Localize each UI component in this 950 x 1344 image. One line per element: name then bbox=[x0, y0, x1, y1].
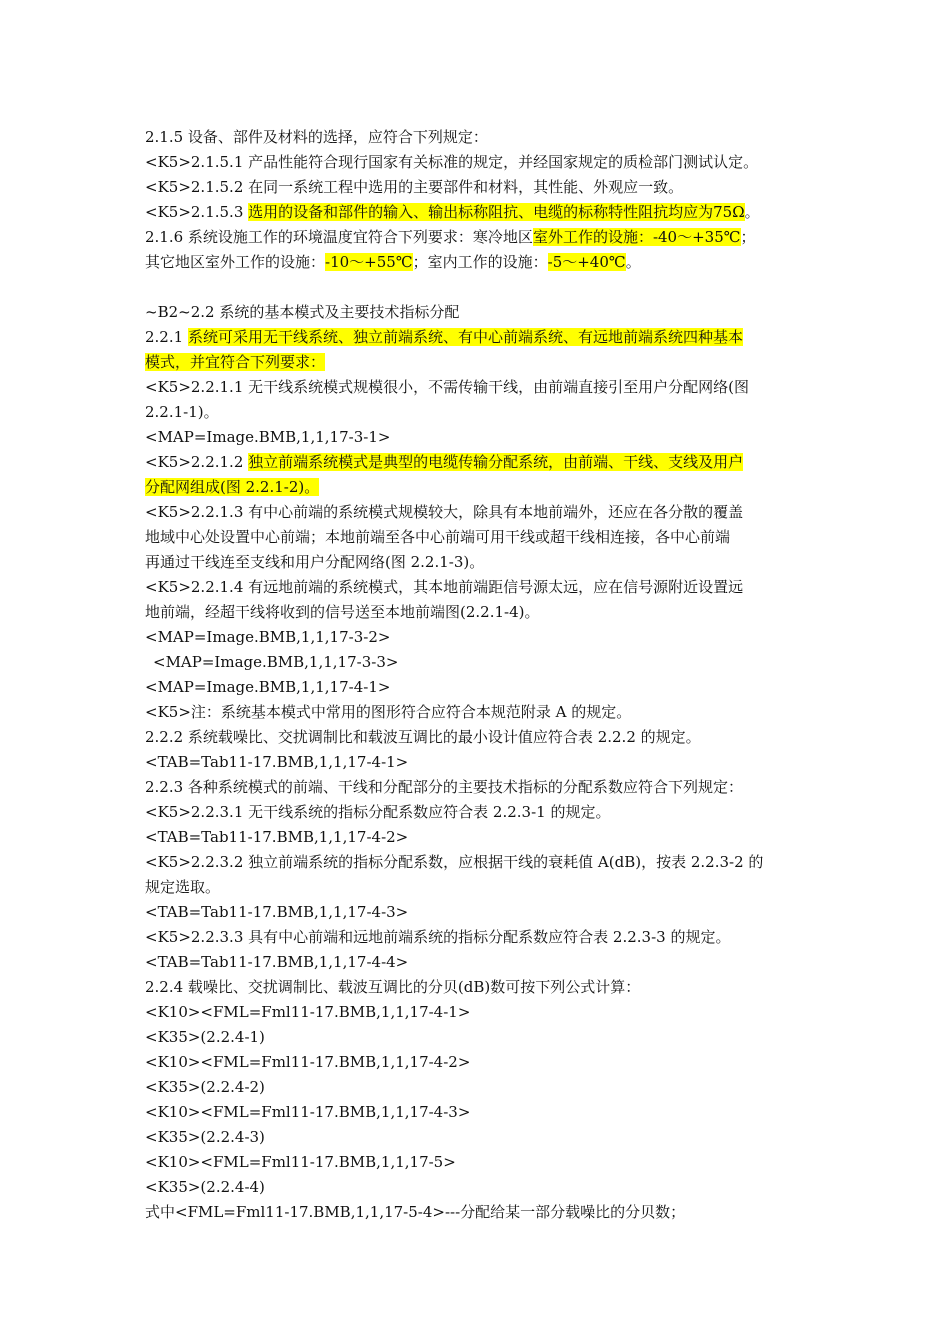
text-line bbox=[145, 1025, 810, 1050]
text-run: <K5>2.2.1.2 bbox=[145, 453, 249, 471]
highlighted-text: 模式，并宜符合下列要求： bbox=[145, 353, 326, 371]
text-line bbox=[145, 575, 810, 600]
text-run: <K35>(2.2.4-4) bbox=[145, 1178, 265, 1196]
text-line bbox=[145, 325, 810, 350]
text-run: ；室内工作的设施： bbox=[412, 253, 548, 271]
text-line bbox=[145, 250, 810, 275]
text-run: 2.2.3 各种系统模式的前端、干线和分配部分的主要技术指标的分配系数应符合下列规定： bbox=[145, 778, 743, 796]
text-line bbox=[145, 900, 810, 925]
text-run: <K5>注：系统基本模式中常用的图形符合应符合本规范附录 A 的规定。 bbox=[145, 703, 632, 721]
text-line bbox=[145, 675, 810, 700]
text-run: <K5>2.2.1.1 无干线系统模式规模很小，不需传输干线，由前端直接引至用户分配网络(图 bbox=[145, 378, 749, 396]
highlighted-text: -10～+55℃ bbox=[325, 253, 413, 271]
text-run: <K10><FML=Fml11-17.BMB,1,1,17-4-2> bbox=[145, 1053, 471, 1071]
text-run: 。 bbox=[625, 253, 641, 271]
text-run: <K35>(2.2.4-3) bbox=[145, 1128, 265, 1146]
text-line bbox=[145, 700, 810, 725]
text-run: <K10><FML=Fml11-17.BMB,1,1,17-5> bbox=[145, 1153, 456, 1171]
text-line bbox=[145, 725, 810, 750]
text-run: <K5>2.2.3.1 无干线系统的指标分配系数应符合表 2.2.3-1 的规定。 bbox=[145, 803, 611, 821]
text-run: <K10><FML=Fml11-17.BMB,1,1,17-4-3> bbox=[145, 1103, 471, 1121]
text-line bbox=[145, 375, 810, 400]
text-line bbox=[145, 425, 810, 450]
text-run: <TAB=Tab11-17.BMB,1,1,17-4-3> bbox=[145, 903, 409, 921]
text-line bbox=[145, 625, 810, 650]
text-line bbox=[145, 300, 810, 325]
text-line bbox=[145, 125, 810, 150]
highlighted-text: -5～+40℃ bbox=[547, 253, 626, 271]
text-line bbox=[145, 475, 810, 500]
text-line bbox=[145, 850, 810, 875]
text-line bbox=[145, 875, 810, 900]
text-run: 其它地区室外工作的设施： bbox=[145, 253, 326, 271]
text-run: 2.1.6 系统设施工作的环境温度宜符合下列要求：寒冷地区 bbox=[145, 228, 533, 246]
text-line bbox=[145, 400, 810, 425]
text-run: <MAP=Image.BMB,1,1,17-3-1> bbox=[145, 428, 391, 446]
highlighted-text: 系统可采用无干线系统、独立前端系统、有中心前端系统、有远地前端系统四种基本 bbox=[187, 328, 743, 346]
text-line bbox=[145, 600, 810, 625]
text-line bbox=[145, 825, 810, 850]
highlighted-text: 独立前端系统模式是典型的电缆传输分配系统，由前端、干线、支线及用户 bbox=[248, 453, 744, 471]
text-run: 地前端，经超干线将收到的信号送至本地前端图(2.2.1-4)。 bbox=[145, 603, 540, 621]
text-run: 2.2.4 载噪比、交扰调制比、载波互调比的分贝(dB)数可按下列公式计算： bbox=[145, 978, 641, 996]
text-line bbox=[145, 1050, 810, 1075]
text-run: 2.2.2 系统载噪比、交扰调制比和载波互调比的最小设计值应符合表 2.2.2 的规定。 bbox=[145, 728, 701, 746]
text-line bbox=[145, 775, 810, 800]
text-run: <K5>2.2.3.3 具有中心前端和远地前端系统的指标分配系数应符合表 2.2.3-3 的规定。 bbox=[145, 928, 731, 946]
highlighted-text: 选用的设备和部件的输入、输出标称阻抗、电缆的标称特性阻抗均应为75Ω bbox=[248, 203, 745, 221]
text-line bbox=[145, 1075, 810, 1100]
text-run: <TAB=Tab11-17.BMB,1,1,17-4-1> bbox=[145, 753, 409, 771]
text-line bbox=[145, 225, 810, 250]
text-line bbox=[145, 1200, 810, 1225]
text-run: ~B2~2.2 系统的基本模式及主要技术指标分配 bbox=[145, 303, 460, 321]
text-run: <TAB=Tab11-17.BMB,1,1,17-4-2> bbox=[145, 828, 409, 846]
text-line bbox=[145, 200, 810, 225]
text-line bbox=[145, 350, 810, 375]
text-run: <TAB=Tab11-17.BMB,1,1,17-4-4> bbox=[145, 953, 409, 971]
text-line bbox=[145, 975, 810, 1000]
text-line bbox=[145, 1150, 810, 1175]
text-run: <MAP=Image.BMB,1,1,17-3-2> bbox=[145, 628, 391, 646]
text-line bbox=[145, 650, 810, 675]
text-run: <MAP=Image.BMB,1,1,17-3-3> bbox=[153, 653, 399, 671]
text-line bbox=[145, 800, 810, 825]
text-run: <MAP=Image.BMB,1,1,17-4-1> bbox=[145, 678, 391, 696]
highlighted-text: 室外工作的设施：-40～+35℃ bbox=[532, 228, 741, 246]
text-run: <K5>2.1.5.1 产品性能符合现行国家有关标准的规定，并经国家规定的质检部门测试认定。 bbox=[145, 153, 759, 171]
text-line bbox=[145, 950, 810, 975]
text-run: ； bbox=[740, 228, 756, 246]
text-line bbox=[145, 150, 810, 175]
text-run: 2.1.5 设备、部件及材料的选择，应符合下列规定： bbox=[145, 128, 488, 146]
text-line bbox=[145, 1100, 810, 1125]
text-line bbox=[145, 450, 810, 475]
text-run: 规定选取。 bbox=[145, 878, 221, 896]
text-line bbox=[145, 175, 810, 200]
blank-line bbox=[145, 275, 810, 300]
text-line bbox=[145, 1000, 810, 1025]
document-body bbox=[145, 125, 810, 1225]
text-line bbox=[145, 1125, 810, 1150]
text-run: <K5>2.2.1.3 有中心前端的系统模式规模较大，除具有本地前端外，还应在各分散的覆盖 bbox=[145, 503, 744, 521]
text-line bbox=[145, 525, 810, 550]
text-run: <K5>2.1.5.3 bbox=[145, 203, 249, 221]
text-run: 式中<FML=Fml11-17.BMB,1,1,17-5-4>---分配给某一部分载噪比的分贝数； bbox=[145, 1203, 686, 1221]
text-line bbox=[145, 750, 810, 775]
text-run: <K10><FML=Fml11-17.BMB,1,1,17-4-1> bbox=[145, 1003, 471, 1021]
text-run: <K35>(2.2.4-1) bbox=[145, 1028, 265, 1046]
text-run: 再通过干线连至支线和用户分配网络(图 2.2.1-3)。 bbox=[145, 553, 485, 571]
text-run: <K5>2.2.3.2 独立前端系统的指标分配系数，应根据干线的衰耗值 A(dB)，按表 2.2.3-2 的 bbox=[145, 853, 764, 871]
text-run: 2.2.1 bbox=[145, 328, 188, 346]
text-run: <K5>2.1.5.2 在同一系统工程中选用的主要部件和材料，其性能、外观应一致。 bbox=[145, 178, 684, 196]
text-run: 地域中心处设置中心前端；本地前端至各中心前端可用干线或超干线相连接，各中心前端 bbox=[145, 528, 731, 546]
text-line bbox=[145, 500, 810, 525]
text-line bbox=[145, 550, 810, 575]
highlighted-text: 分配网组成(图 2.2.1-2)。 bbox=[145, 478, 320, 496]
text-run: <K5>2.2.1.4 有远地前端的系统模式，其本地前端距信号源太远，应在信号源附近设置远 bbox=[145, 578, 744, 596]
text-line bbox=[145, 1175, 810, 1200]
text-line bbox=[145, 925, 810, 950]
text-run: <K35>(2.2.4-2) bbox=[145, 1078, 265, 1096]
text-run: 2.2.1-1)。 bbox=[145, 403, 219, 421]
text-run: 。 bbox=[744, 203, 760, 221]
